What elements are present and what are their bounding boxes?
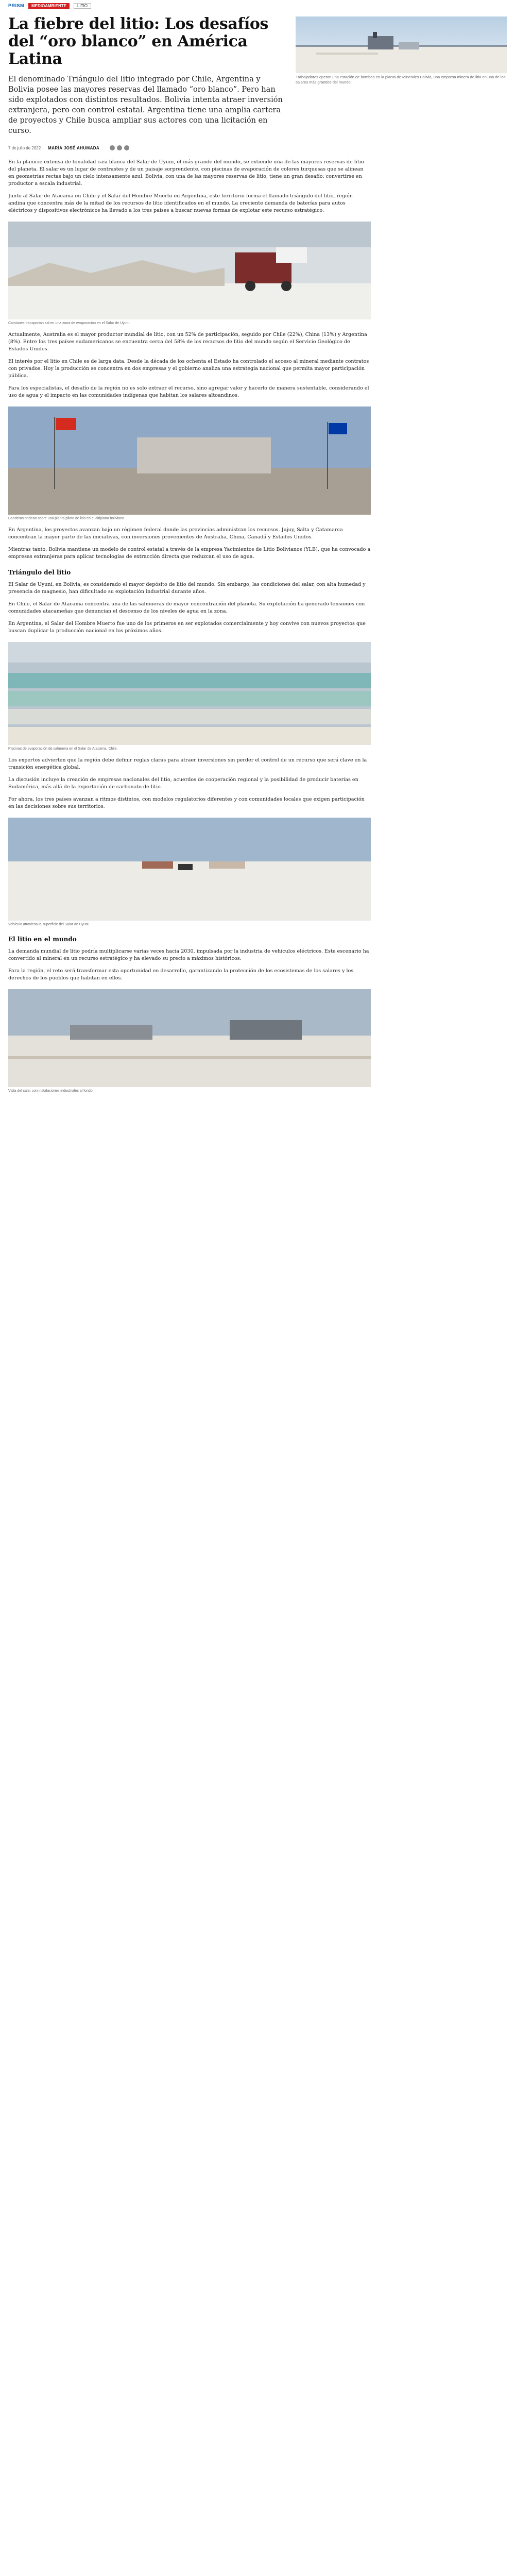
article-title: La fiebre del litio: Los desafíos del “oro blanco” en América Latina: [8, 15, 268, 68]
figure-caption: Vehículo atraviesa la superficie del Salar de Uyuni.: [8, 923, 90, 926]
salt-flat-vehicle-photo: [8, 818, 371, 921]
salt-trucks-photo: [8, 222, 371, 319]
paragraph: El interés por el litio en Chile es de larga data. Desde la década de los ochenta el Estado ha controlado el acceso al mineral mediante contratos con privados. Hoy la producción se concentra en dos empresas y el gobierno analiza una estrategia nacional que permita mayor participación pública.: [8, 359, 369, 379]
paragraph: En la planicie extensa de tonalidad casi blanca del Salar de Uyuni, el más grande del mundo, se extiende una de las mayores reservas de litio del planeta. El salar es un lugar de contrastes y de un paisaje sorprendente, con piscinas de evaporación de colores turquesas que se alinean en geometrías rectas bajo un cielo intensamente azul. Bolivia, con una de las mayores reservas de litio, tiene un gran desafío: convertirse en productor a escala industrial.: [8, 159, 364, 187]
author-name[interactable]: MARÍA JOSÉ AHUMADA: [48, 145, 100, 150]
lead-photo: [296, 16, 507, 73]
lead-photo-caption: Trabajadores operan una estación de bombeo en la planta de Minerales Bolivia, una empresa minera de litio en uno de los salares más grandes del mundo.: [296, 75, 506, 84]
paragraph: Por ahora, los tres países avanzan a ritmos distintos, con modelos regulatorios diferentes y con comunidades locales que exigen participación en las decisiones sobre sus territorios.: [8, 796, 365, 809]
paragraph: El Salar de Uyuni, en Bolivia, es considerado el mayor depósito de litio del mundo. Sin embargo, las condiciones del salar, con alta humedad y presencia de magnesio, han dificultado su explotación industrial durante años.: [8, 582, 366, 595]
tag-primary[interactable]: MEDIOAMBIENTE: [28, 3, 70, 9]
article-header: [0, 11, 515, 138]
mail-icon[interactable]: [124, 145, 129, 150]
paragraph: Actualmente, Australia es el mayor productor mundial de litio, con un 52% de participación, seguido por Chile (22%), China (13%) y Argentina (8%). Entre los tres países sudamericanos se encuentra cerca del 58% de los recursos de litio del mundo según el Servicio Geológico de Estados Unidos.: [8, 332, 367, 352]
paragraph: Los expertos advierten que la región debe definir reglas claras para atraer inversiones sin perder el control de un recurso que será clave en la transición energética global.: [8, 757, 367, 770]
facebook-icon[interactable]: [110, 145, 115, 150]
top-bar: [0, 0, 515, 11]
salt-flat-industrial-photo: [8, 989, 371, 1087]
figure-caption: Vista del salar con instalaciones industriales al fondo.: [8, 1089, 94, 1093]
byline: [0, 138, 515, 154]
figure-caption: Piscinas de evaporación de salmuera en el Salar de Atacama, Chile.: [8, 747, 118, 751]
figure: [8, 818, 371, 927]
figure: [8, 222, 371, 326]
paragraph: Para los especialistas, el desafío de la región no es solo extraer el recurso, sino agregar valor y hacerlo de manera sustentable, considerando el uso de agua y el impacto en las comunidades indígenas que habitan los salares altoandinos.: [8, 385, 369, 398]
figure: [8, 989, 371, 1094]
paragraph: En Argentina, el Salar del Hombre Muerto fue uno de los primeros en ser explotados comercialmente y hoy convive con nuevos proyectos que buscan duplicar la producción nacional en los próximos años.: [8, 621, 366, 634]
twitter-icon[interactable]: [117, 145, 122, 150]
article-body: [0, 159, 371, 1094]
figure-caption: Camiones transportan sal en una zona de evaporación en el Salar de Uyuni.: [8, 321, 130, 325]
section-heading: Triángulo del litio: [8, 569, 71, 576]
paragraph: En Argentina, los proyectos avanzan bajo un régimen federal donde las provincias administran los recursos. Jujuy, Salta y Catamarca concentran la mayor parte de las iniciativas, con inversiones provenientes de Australia, China, Canadá y Estados Unidos.: [8, 527, 343, 540]
publish-date: 7 de julio de 2022: [8, 145, 41, 150]
figure-caption: Banderas ondean sobre una planta piloto de litio en el altiplano boliviano.: [8, 517, 125, 520]
section-label[interactable]: PRISM: [8, 3, 25, 8]
evaporation-ponds-photo: [8, 642, 371, 745]
paragraph: La discusión incluye la creación de empresas nacionales del litio, acuerdos de cooperación regional y la posibilidad de producir baterías en Sudamérica, más allá de la exportación de carbonato de litio.: [8, 777, 358, 790]
figure: [8, 406, 371, 521]
paragraph: La demanda mundial de litio podría multiplicarse varias veces hacia 2030, impulsada por la industria de vehículos eléctricos. Este escenario ha convertido al mineral en un recurso estratégico y ha elevado su precio a máximos históricos.: [8, 948, 369, 961]
flags-plant-photo: [8, 406, 371, 515]
tag-secondary[interactable]: LITIO: [74, 3, 91, 9]
share-buttons: [110, 145, 129, 150]
paragraph: En Chile, el Salar de Atacama concentra una de las salmueras de mayor concentración del planeta. Su explotación ha generado tensiones con comunidades atacameñas que denuncian el descenso de los niveles de agua en la zona.: [8, 601, 365, 614]
paragraph: Para la región, el reto será transformar esta oportunidad en desarrollo, garantizando la protección de los ecosistemas de los salares y los derechos de los pueblos que habitan en ellos.: [8, 968, 354, 981]
figure: [8, 642, 371, 752]
paragraph: Junto al Salar de Atacama en Chile y el Salar del Hombre Muerto en Argentina, este territorio forma el llamado triángulo del litio, región andina que concentra más de la mitad de los recursos de litio identificados en el mundo. La creciente demanda de baterías para autos eléctricos y dispositivos electrónicos ha llevado a los tres países a buscar nuevas formas de explotar este recurso estratégico.: [8, 193, 353, 213]
paragraph: Mientras tanto, Bolivia mantiene un modelo de control estatal a través de la empresa Yacimientos de Litio Bolivianos (YLB), que ha convocado a empresas extranjeras para aplicar tecnologías de extracción directa que reduzcan el uso de agua.: [8, 547, 371, 560]
section-heading: El litio en el mundo: [8, 936, 77, 943]
article-standfirst: El denominado Triángulo del litio integrado por Chile, Argentina y Bolivia posee las mayores reservas del llamado “oro blanco”. Pero han sido explotados con distintos resultados. Bolivia intenta atraer inversión extranjera, pero con control estatal. Argentina tiene una amplia cartera de proyectos y Chile busca ampliar sus actores con una licitación en curso.: [8, 75, 283, 135]
